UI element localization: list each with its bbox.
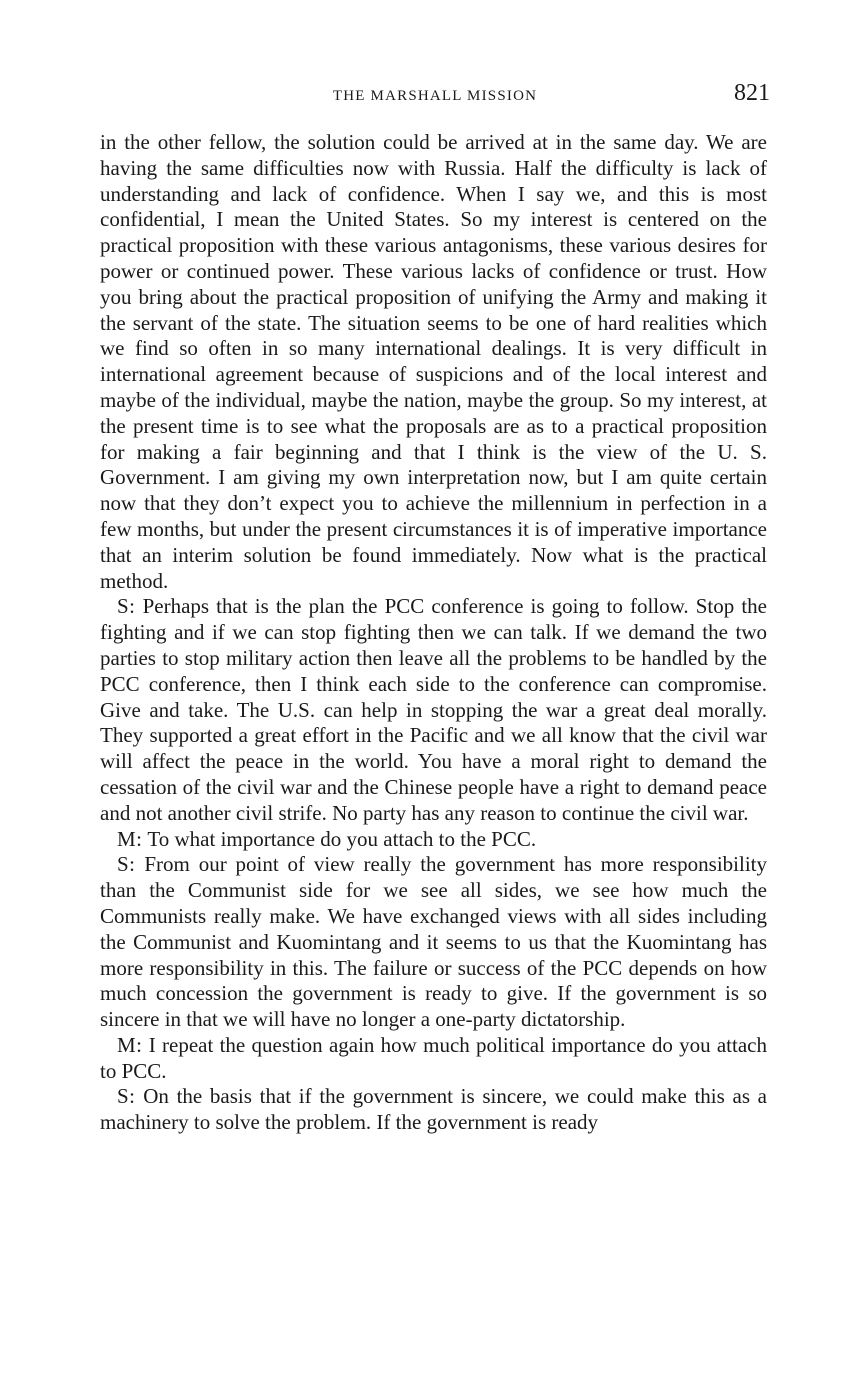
paragraph-s-reply [100, 1084, 767, 1136]
paragraph-s-reply [100, 852, 767, 1033]
speaker-label: S: [117, 852, 136, 877]
speaker-label: S: [117, 594, 136, 619]
paragraph-text: Perhaps that is the plan the PCC conference is going to follow. Stop the fighting and if we can stop fighting then we can talk. If we demand the two parties to stop military action then leave all the problems to be handled by the PCC conference, then I think each side to the conference can compromise. Give and take. The U.S. can help in stopping the war a great deal morally. They supported a great effort in the Pacific and we all know that the civil war will affect the peace in the world. You have a moral right to demand the cessation of the civil war and the Chinese people have a right to demand peace and not another civil strife. No party has any reason to continue the civil war. [100, 594, 768, 825]
speaker-label: M: [117, 1032, 143, 1057]
paragraph-m-question [100, 827, 767, 853]
paragraph-text: On the basis that if the government is sincere, we could make this as a machinery to solve the problem. If the government is ready [100, 1084, 768, 1135]
paragraph-text: in the other fellow, the solution could be arrived at in the same day. We are having the same difficulties now with Russia. Half the difficulty is lack of understanding and lack of confidence. When I say we, and this is most confidential, I mean the United States. So my interest is centered on the practical proposition with these various antagonisms, these various desires for power or continued power. These various lacks of confidence or trust. How you bring about the practical proposition of unifying the Army and making it the servant of the state. The situation seems to be one of hard realities which we find so often in so many international dealings. It is very difficult in international agreement because of suspicions and of the local interest and maybe of the individual, maybe the nation, maybe the group. So my interest, at the present time is to see what the proposals are as to a practical proposition for making a fair beginning and that I think is the view of the U. S. Government. I am giving my own interpretation now, but I am quite certain now that they don’t expect you to achieve the millennium in perfection in a few months, but under the present circumstances it is of imperative importance that an interim solution be found immediately. Now what is the practical method. [100, 130, 767, 593]
body-text [100, 130, 767, 1136]
paragraph-m-question [100, 1033, 767, 1085]
paragraph-continuation [100, 130, 767, 594]
paragraph-s-reply [100, 594, 767, 826]
paragraph-text: I repeat the question again how much political importance do you attach to PCC. [100, 1032, 767, 1083]
speaker-label: S: [117, 1084, 136, 1109]
paragraph-text: From our point of view really the government has more responsibility than the Communist side for we see all sides, we see how much the Communists really make. We have exchanged views with all sides including the Communist and Kuomintang and it seems to us that the Kuomintang has more responsibility in this. The failure or success of the PCC depends on how much concession the government is ready to give. If the government is so sincere in that we will have no longer a one-party dictatorship. [100, 852, 768, 1032]
running-title: THE MARSHALL MISSION [332, 88, 538, 104]
page-number: 821 [734, 80, 770, 106]
speaker-label: M: [117, 826, 143, 851]
paragraph-text: To what importance do you attach to the PCC. [147, 826, 537, 851]
running-head [100, 80, 770, 114]
